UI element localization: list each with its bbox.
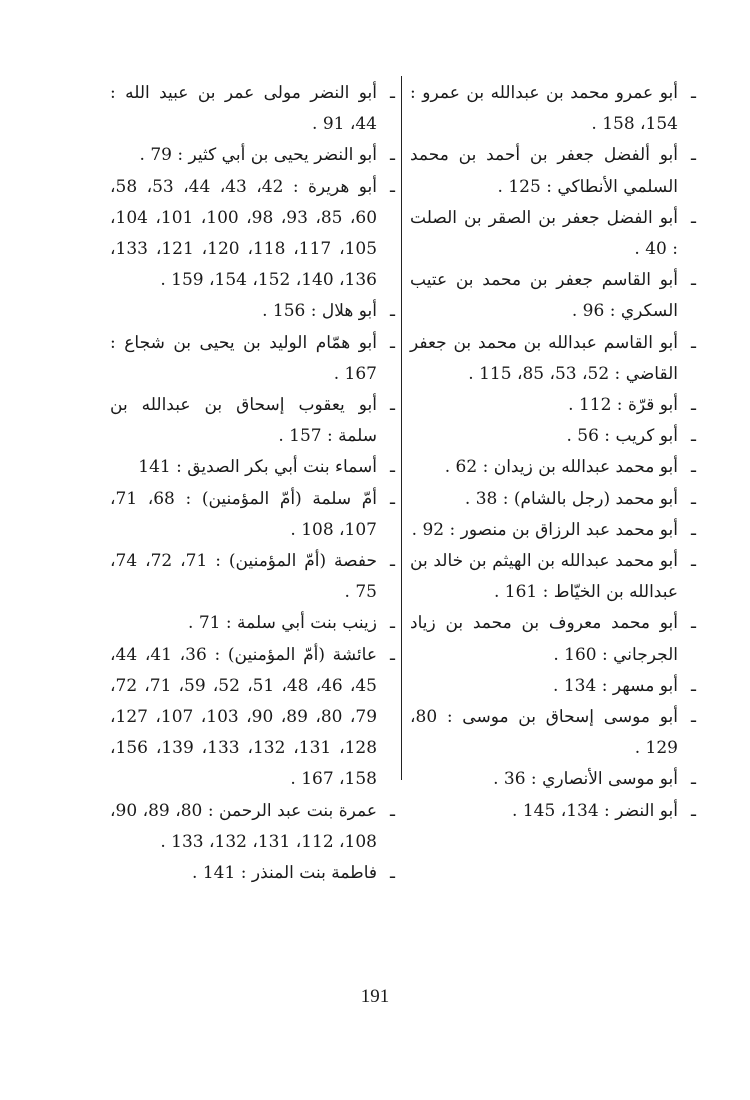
index-entry: ـأبو محمد معروف بن محمد بن زياد الجرجاني : 160 . [410, 608, 696, 670]
index-entry: ـأسماء بنت أبي بكر الصديق : 141 [110, 452, 395, 483]
entry-name: أبو محمد عبد الرزاق بن منصور [460, 519, 678, 540]
index-entry: ـأبو النضر يحيى بن أبي كثير : 79 . [110, 140, 395, 171]
entry-pages: 80، 89، 90، 108، 112، 131، 132، 133 . [110, 800, 377, 852]
entry-pages: 141 [138, 457, 171, 478]
entry-name: أبو محمد عبدالله بن الهيثم بن خالد بن عبدالله بن الخيّاط [410, 551, 678, 603]
entry-name: أبو همّام الوليد بن يحيى بن شجاع [124, 332, 377, 353]
entry-pages: 80، 129 . [410, 707, 678, 759]
entry-dash: ـ [390, 800, 396, 821]
entry-name: عائشة (أمّ المؤمنين) [227, 644, 377, 665]
entry-dash: ـ [691, 145, 696, 166]
entry-pages: 56 . [566, 426, 599, 447]
index-entry: ـعمرة بنت عبد الرحمن : 80، 89، 90، 108، 112، 131، 132، 133 . [110, 796, 395, 858]
index-entry: ـأبو قرّة : 112 . [410, 390, 696, 421]
entry-pages: 157 . [278, 426, 322, 447]
entry-pages: 112 . [568, 395, 612, 416]
entry-name: أبو كريب [615, 426, 678, 447]
entry-name: أبو هلال [321, 301, 377, 322]
index-entry: ـأبو محمد عبد الرزاق بن منصور : 92 . [410, 515, 696, 546]
entry-pages: 40 . [634, 239, 667, 260]
entry-dash: ـ [390, 613, 395, 634]
entry-name: أبو ألفضل جعفر بن أحمد بن محمد السلمي الأنطاكي [410, 145, 678, 197]
entry-dash: ـ [691, 707, 696, 728]
index-entry: ـحفصة (أمّ المؤمنين) : 71، 72، 74، 75 . [110, 546, 395, 608]
entry-dash: ـ [691, 426, 696, 447]
entry-pages: 44، 91 . [312, 114, 377, 135]
entry-dash: ـ [691, 270, 696, 291]
page-number: 191 [360, 986, 390, 1007]
index-entry: ـأبو محمد (رجل بالشام) : 38 . [410, 484, 696, 515]
entry-dash: ـ [691, 769, 696, 790]
entry-pages: 92 . [411, 519, 445, 540]
index-column-right [410, 78, 696, 827]
entry-pages: 161 . [493, 582, 538, 603]
index-entry: ـأبو ألفضل جعفر بن أحمد بن محمد السلمي الأنطاكي : 125 . [410, 140, 696, 202]
index-entry: ـأبو عمرو محمد بن عبدالله بن عمرو : 154، 158 . [410, 78, 696, 140]
entry-pages: 36 . [493, 769, 526, 790]
entry-name: أبو محمد معروف بن محمد بن زياد الجرجاني [410, 613, 678, 665]
entry-pages: 156 . [262, 301, 306, 322]
entry-pages: 96 . [571, 301, 605, 322]
entry-pages: 71، 72، 74، 75 . [110, 551, 377, 603]
index-entry: ـزينب بنت أبي سلمة : 71 . [110, 608, 395, 639]
index-entry: ـأمّ سلمة (أمّ المؤمنين) : 68، 71، 107، 108 . [110, 484, 395, 546]
index-entry: ـأبو محمد عبدالله بن الهيثم بن خالد بن عبدالله بن الخيّاط : 161 . [410, 546, 696, 608]
entry-dash: ـ [390, 488, 396, 509]
index-column-left [110, 78, 395, 889]
entry-pages: 42، 43، 44، 53، 58، 60، 85، 93، 98، 100، 101، 104، 105، 117، 118، 120، 121، 133، 136، 140، 152، 154، 159 . [110, 176, 378, 291]
index-entry: ـفاطمة بنت المنذر : 141 . [110, 858, 395, 889]
entry-name: أسماء بنت أبي بكر الصديق [187, 457, 377, 478]
entry-dash: ـ [390, 551, 396, 572]
entry-name: أبو محمد (رجل بالشام) [513, 488, 678, 509]
entry-pages: 141 . [192, 863, 236, 884]
index-entry: ـأبو القاسم جعفر بن محمد بن عتيب السكري : 96 . [410, 265, 696, 327]
entry-dash: ـ [691, 332, 696, 353]
entry-dash: ـ [390, 457, 395, 478]
entry-pages: 134، 145 . [512, 800, 599, 821]
index-entry: ـأبو هريرة : 42، 43، 44، 53، 58، 60، 85، 93، 98، 100، 101، 104، 105، 117، 118، 120، 121، 133، 136، 140، 152، 154، 159 . [110, 172, 395, 297]
entry-dash: ـ [691, 83, 696, 103]
index-entry: ـأبو همّام الوليد بن يحيى بن شجاع : 167 . [110, 328, 395, 390]
entry-pages: 62 . [444, 457, 478, 478]
entry-dash: ـ [390, 332, 395, 353]
entry-name: أمّ سلمة (أمّ المؤمنين) [201, 488, 378, 509]
entry-dash: ـ [390, 145, 395, 166]
entry-pages: 125 . [497, 176, 541, 197]
index-entry: ـأبو موسى إسحاق بن موسى : 80، 129 . [410, 702, 696, 764]
entry-pages: 134 . [553, 675, 597, 696]
entry-dash: ـ [390, 301, 395, 322]
entry-name: أبو القاسم عبدالله بن محمد بن جعفر القاضي [410, 332, 678, 384]
entry-dash: ـ [390, 644, 395, 665]
entry-pages: 52، 53، 85، 115 . [468, 363, 610, 384]
entry-name: عمرة بنت عبد الرحمن [219, 800, 378, 821]
entry-name: أبو مسهر [612, 675, 678, 696]
entry-dash: ـ [691, 395, 696, 416]
entry-list-right [410, 78, 696, 827]
entry-name: أبو موسى الأنصاري [542, 769, 678, 790]
entry-name: أبو يعقوب إسحاق بن عبدالله بن سلمة [110, 395, 377, 447]
entry-name: أبو النضر يحيى بن أبي كثير [188, 145, 377, 166]
index-entry: ـأبو موسى الأنصاري : 36 . [410, 764, 696, 795]
entry-name: أبو النضر مولى عمر بن عبيد الله [125, 83, 377, 103]
index-entry: ـأبو النضر : 134، 145 . [410, 796, 696, 827]
entry-dash: ـ [691, 488, 696, 509]
entry-pages: 154، 158 . [591, 114, 678, 135]
entry-name: أبو عمرو محمد بن عبدالله بن عمرو [422, 83, 678, 103]
entry-list-left [110, 78, 395, 889]
entry-pages: 167 . [333, 363, 377, 384]
index-entry: ـأبو القاسم عبدالله بن محمد بن جعفر القاضي : 52، 53، 85، 115 . [410, 328, 696, 390]
index-entry: ـأبو يعقوب إسحاق بن عبدالله بن سلمة : 157 . [110, 390, 395, 452]
entry-pages: 160 . [553, 644, 597, 665]
entry-name: حفصة (أمّ المؤمنين) [228, 551, 378, 572]
index-entry: ـأبو هلال : 156 . [110, 296, 395, 327]
index-entry: ـعائشة (أمّ المؤمنين) : 36، 41، 44، 45، 46، 48، 51، 52، 59، 71، 72، 79، 80، 89، 90، 103، 107، 127، 128، 131، 132، 133، 139، 156، 158، 167 . [110, 640, 395, 796]
index-entry: ـأبو كريب : 56 . [410, 421, 696, 452]
entry-dash: ـ [691, 457, 696, 478]
entry-dash: ـ [691, 207, 696, 228]
entry-pages: 79 . [139, 145, 172, 166]
index-entry: ـأبو مسهر : 134 . [410, 671, 696, 702]
index-entry: ـأبو الفضل جعفر بن الصقر بن الصلت : 40 . [410, 203, 696, 265]
entry-name: أبو هريرة [307, 176, 378, 197]
entry-name: أبو قرّة [627, 395, 678, 416]
entry-dash: ـ [691, 675, 696, 696]
entry-dash: ـ [390, 176, 396, 197]
entry-name: أبو النضر [615, 800, 678, 821]
entry-name: زينب بنت أبي سلمة [237, 613, 377, 634]
entry-name: أبو القاسم جعفر بن محمد بن عتيب السكري [410, 270, 678, 322]
index-entry: ـأبو محمد عبدالله بن زيدان : 62 . [410, 452, 696, 483]
entry-name: أبو موسى إسحاق بن موسى [462, 707, 678, 728]
entry-dash: ـ [691, 800, 696, 821]
entry-dash: ـ [691, 551, 696, 572]
entry-name: أبو الفضل جعفر بن الصقر بن الصلت [410, 207, 678, 228]
entry-name: أبو محمد عبدالله بن زيدان [493, 457, 678, 478]
entry-pages: 36، 41، 44، 45، 46، 48، 51، 52، 59، 71، 72، 79، 80، 89، 90، 103، 107، 127، 128، 131، 132، 133، 139، 156، 158، 167 . [110, 644, 378, 790]
entry-pages: 71 . [188, 613, 221, 634]
entry-dash: ـ [691, 613, 696, 634]
entry-pages: 38 . [464, 488, 498, 509]
entry-dash: ـ [691, 519, 696, 540]
entry-dash: ـ [390, 83, 395, 103]
column-divider [401, 76, 402, 780]
index-entry: ـأبو النضر مولى عمر بن عبيد الله : 44، 91 . [110, 78, 395, 140]
entry-dash: ـ [390, 395, 395, 416]
entry-name: فاطمة بنت المنذر [251, 863, 377, 884]
entry-dash: ـ [390, 863, 395, 884]
entry-pages: 68، 71، 107، 108 . [110, 488, 377, 540]
